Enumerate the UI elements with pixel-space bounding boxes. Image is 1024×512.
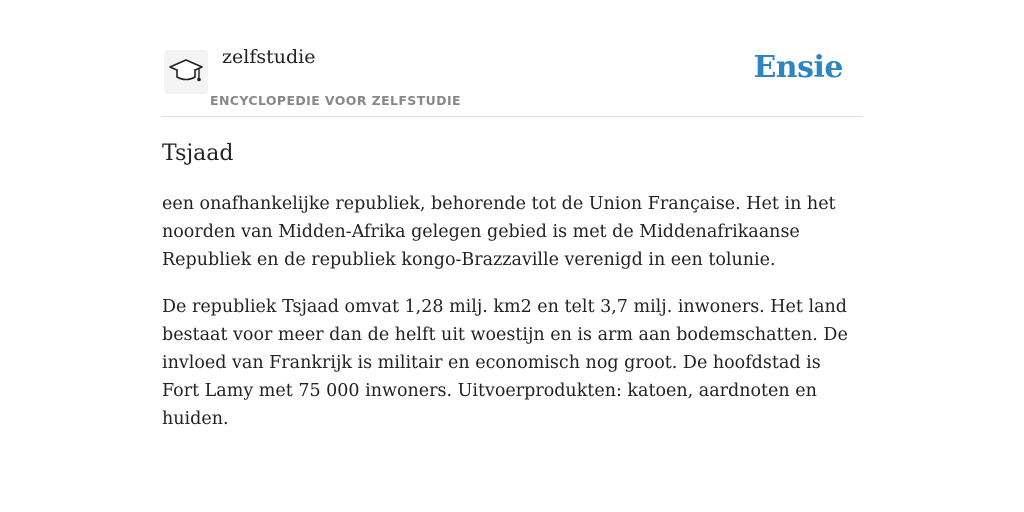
site-logo[interactable] bbox=[164, 50, 208, 94]
site-header bbox=[162, 40, 862, 117]
article-paragraph: De republiek Tsjaad omvat 1,28 milj. km2 en telt 3,7 milj. inwoners. Het land bestaat voor meer dan de helft uit woestijn en is arm aan bodemschatten. De invloed van Frankrijk is militair en economisch nog groot. De hoofdstad is Fort Lamy met 75 000 inwoners. Uitvoerprodukten: katoen, aardnoten en huiden. bbox=[162, 297, 848, 429]
graduation-cap-icon bbox=[168, 56, 204, 88]
article-paragraph: een onafhankelijke republiek, behorende tot de Union Française. Het in het noorden van Midden-Afrika gelegen gebied is met de Middenafrikaanse Republiek en de republiek kongo-Brazzaville verenigd in een tolunie. bbox=[162, 194, 836, 270]
page-title: Tsjaad bbox=[162, 141, 234, 166]
brand-logo[interactable]: Ensie bbox=[753, 50, 843, 85]
site-name[interactable]: zelfstudie bbox=[222, 46, 316, 68]
site-tagline: ENCYCLOPEDIE VOOR ZELFSTUDIE bbox=[210, 93, 461, 108]
article bbox=[162, 138, 862, 433]
